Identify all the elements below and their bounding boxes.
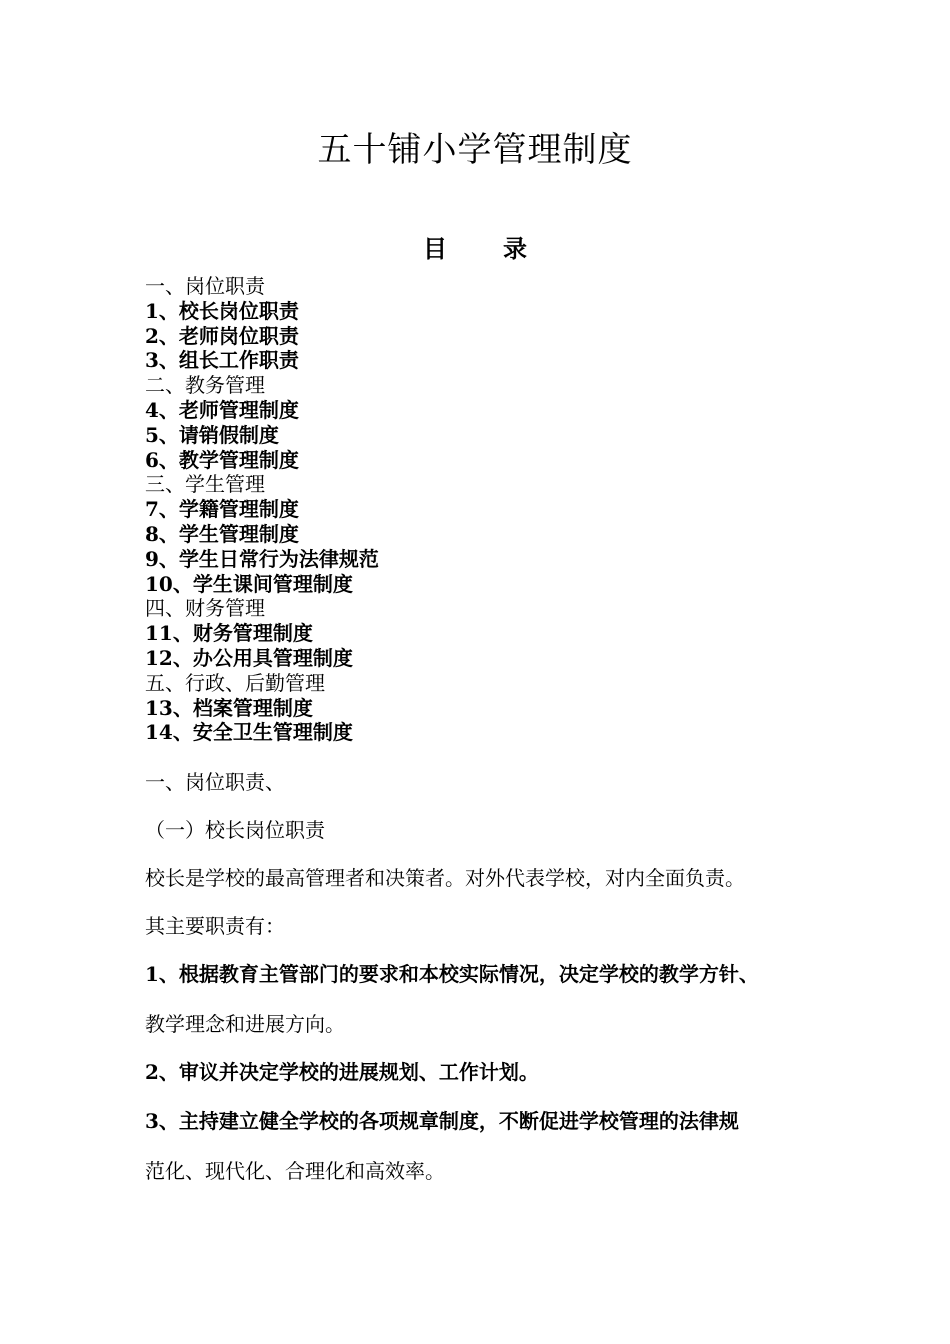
paragraph: 校长是学校的最高管理者和决策者。对外代表学校，对内全面负责。 [145, 866, 745, 890]
toc-item: 1、校长岗位职责 [145, 298, 299, 323]
document-title: 五十铺小学管理制度 [317, 130, 633, 170]
toc-item: 10、学生课间管理制度 [145, 571, 353, 596]
toc-heading-right: 录 [503, 234, 527, 263]
toc-item: 四、财务管理 [145, 596, 265, 621]
toc-item: 5、请销假制度 [145, 422, 279, 447]
toc-item: 13、档案管理制度 [145, 695, 313, 720]
paragraph: 其主要职责有： [145, 914, 285, 938]
paragraph: 范化、现代化、合理化和高效率。 [145, 1159, 445, 1183]
toc-item: 五、行政、后勤管理 [145, 670, 325, 695]
toc-item: 7、学籍管理制度 [145, 497, 299, 522]
paragraph: 2、审议并决定学校的进展规划、工作计划。 [145, 1060, 539, 1084]
subsection-heading: （一）校长岗位职责 [145, 818, 325, 842]
toc-heading-left: 目 [423, 234, 447, 263]
toc-item: 9、学生日常行为法律规范 [145, 546, 379, 571]
toc-item: 3、组长工作职责 [145, 348, 299, 373]
paragraph: 3、主持建立健全学校的各项规章制度，不断促进学校管理的法律规 [145, 1109, 739, 1133]
toc-heading [0, 232, 950, 266]
section-heading: 一、岗位职责、 [145, 770, 285, 794]
paragraph: 教学理念和进展方向。 [145, 1012, 345, 1036]
toc-item: 一、岗位职责 [145, 274, 265, 298]
table-of-contents [145, 274, 379, 745]
paragraph: 1、根据教育主管部门的要求和本校实际情况，决定学校的教学方针、 [145, 962, 759, 986]
toc-item: 2、老师岗位职责 [145, 323, 299, 348]
toc-item: 6、教学管理制度 [145, 447, 299, 472]
toc-item: 二、教务管理 [145, 373, 265, 398]
toc-item: 11、财务管理制度 [145, 621, 313, 646]
toc-item: 三、学生管理 [145, 472, 265, 497]
toc-item: 14、安全卫生管理制度 [145, 720, 353, 745]
toc-item: 8、学生管理制度 [145, 521, 299, 546]
toc-item: 12、办公用具管理制度 [145, 645, 353, 670]
toc-item: 4、老师管理制度 [145, 397, 299, 422]
